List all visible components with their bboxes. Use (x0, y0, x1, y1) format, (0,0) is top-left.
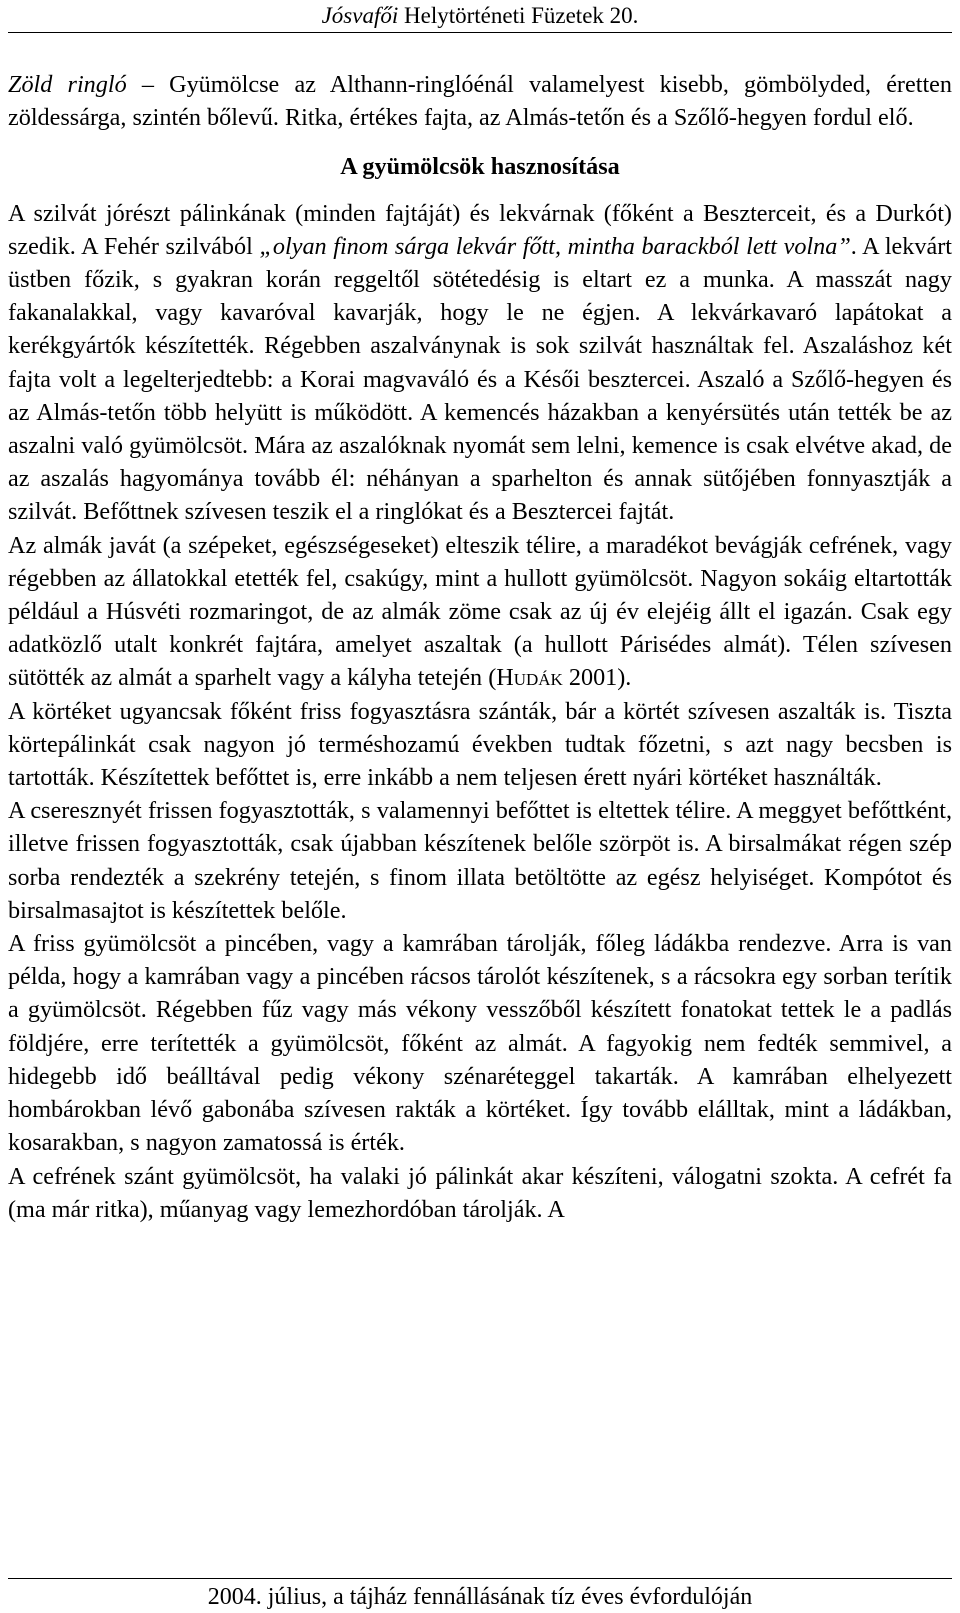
quotation: „olyan finom sárga lekvár főtt, mintha barackból lett volna” (259, 232, 851, 260)
running-header (8, 0, 952, 30)
paragraph-text: – Gyümölcse az Althann-ringlóénál valamelyest kisebb, gömbölyded, éretten zöldessárga, szintén bőlevű. Ritka, értékes fajta, az Almás-tetőn és a Szőlő-hegyen fordul elő. (8, 71, 952, 132)
paragraph-cseresznye: A cseresznyét frissen fogyasztották, s valamennyi befőttet is eltettek télire. A meggyet befőttként, illetve frissen fogyasztották, csak újabban készítenek belőle szörpöt is. A birsalmákat régen szép sorba rendezték a szekrény tetején, s finom illata betöltötte az egész helyiséget. Kompótot és birsalmasajtot is készítettek belőle. (8, 797, 952, 924)
paragraph-szilva (8, 197, 952, 529)
paragraph-alma (8, 529, 952, 695)
paragraph-text: . A lekvárt üstben főzik, s gyakran korán reggeltől sötétedésig is eltart ez a munka. A masszát nagy fakanalakkal, vagy kavaróval kavarják, hogy le ne égjen. A lekvárkavaró lapátokat a kerékgyártók készítették. Régebben aszalványnak is sok szilvát használtak fel. Aszaláshoz két fajta volt a legelterjedtebb: a Korai magvaváló és a Késői besztercei. Aszaló a Szőlő-hegyen és az Almás-tetőn több helyütt is működött. A kemencés házakban a kenyérsütés után tették be az aszalni való gyümölcsöt. Mára az aszalóknak nyomát sem lelni, kemence is csak elvétve akad, de az aszalás hagyománya tovább él: néhányan a sparhelton és annak sütőjében fonnyasztják a szilvát. Befőttnek szívesen teszik el a ringlókat és a Besztercei fajtát. (8, 232, 952, 526)
paragraph-zold-ringlo (8, 68, 952, 134)
body-text (8, 68, 952, 1226)
variety-term: Zöld ringló (8, 71, 127, 98)
page (8, 0, 952, 1613)
header-rule (8, 32, 952, 33)
author-citation (496, 664, 563, 691)
author-initial: H (496, 664, 514, 692)
paragraph-tarolas: A friss gyümölcsöt a pincében, vagy a kamrában tárolják, főleg ládákba rendezve. Arra is van példa, hogy a kamrában vagy a pincében rácsos tárolót készítenek, s a rácsokra egy sorban terítik a gyümölcsöt. Régebben fűz vagy más vékony vesszőből készített fonatokat tettek le a padlás földjére, erre terítették a gyümölcsöt, főként az almát. A fagyokig nem fedték semmivel, a hidegebb idő beálltával pedig vékony szénaréteggel takarták. A kamrában elhelyezett hombárokban lévő gabonába szívesen rakták a körtéket. Így tovább elálltak, mint a ládákban, kosarakban, s nagyon zamatossá is érték. (8, 930, 952, 1157)
footer-rule (8, 1578, 952, 1579)
paragraph-korte: A körtéket ugyancsak főként friss fogyasztásra szánták, bár a körtét szívesen aszalták is. Tiszta körtepálinkát csak nagyon jó terméshozamú években tudtak főzetni, s azt nagy becsben is tartották. Készítettek befőttet is, erre inkább a nem teljesen érett nyári körtéket használták. (8, 697, 952, 792)
paragraph-text: 2001). (562, 664, 632, 692)
paragraph-cefre: A cefrének szánt gyümölcsöt, ha valaki jó pálinkát akar készíteni, válogatni szokta. A cefrét fa (ma már ritka), műanyag vagy lemezhordóban tárolják. A (8, 1162, 952, 1223)
paragraph-text: A szilvát jórészt pálinkának (minden fajtáját) és lekvárnak (főként a Beszterceit, és a Durkót) szedik. A Fehér szilvából (8, 199, 952, 260)
running-footer: 2004. július, a tájház fennállásának tíz éves évfordulóján (207, 1584, 753, 1610)
header-title-italic: Jósvafői (321, 3, 399, 28)
section-title: A gyümölcsök hasznosítása (340, 153, 620, 181)
paragraph-text: Az almák javát (a szépeket, egészségeseket) elteszik télire, a maradékot bevágják cefrének, vagy régebben az állatokkal etették fel, csakúgy, mint a hullott gyümölcsöt. Nagyon sokáig eltartották például a Húsvéti rozmaringot, de az almák zöme csak az új év elejéig állt el igazán. Csak egy adatközlő utalt konkrét fajtára, amelyet aszaltak (a hullott Párisédes almát). Télen szívesen sütötték az almát a sparhelt vagy a kályha tetején ( (8, 531, 952, 692)
author-rest: udák (513, 664, 563, 692)
header-title-rest: Helytörténeti Füzetek 20. (398, 3, 639, 28)
